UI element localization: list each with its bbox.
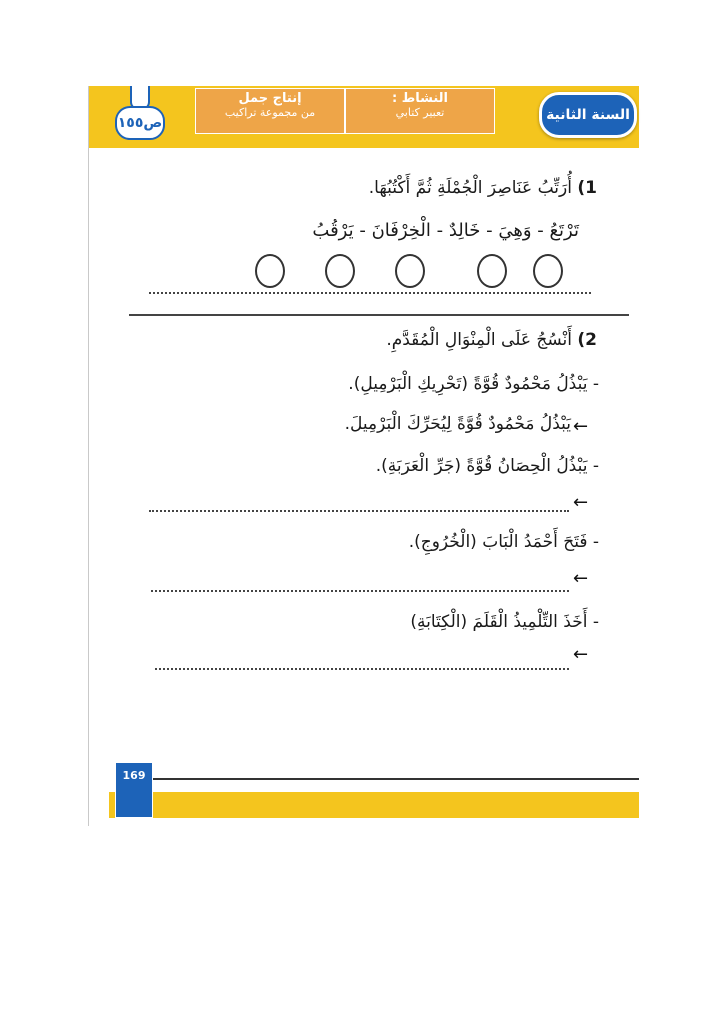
topic-line2: من مجموعة تراكيب	[224, 106, 316, 119]
item2-prompt: - فَتَحَ أَحْمَدُ الْبَابَ (الْخُرُوجِ).	[408, 532, 599, 552]
arrow-left-icon: ←	[573, 644, 589, 665]
section-divider	[129, 314, 629, 316]
exercise2-heading	[386, 330, 597, 350]
exercise1-number: 1)	[577, 178, 597, 198]
footer-rule	[129, 778, 639, 780]
answer-circle[interactable]	[477, 254, 507, 288]
activity-panel	[345, 88, 495, 134]
answer-line[interactable]	[155, 668, 569, 670]
exercise1-heading	[369, 178, 597, 198]
answer-circle[interactable]	[325, 254, 355, 288]
example-answer: يَبْذُلُ مَحْمُودٌ قُوَّةً لِيُحَرِّكَ الْبَرْمِيلَ.	[344, 414, 571, 434]
answer-line[interactable]	[149, 510, 569, 512]
arrow-left-icon: ←	[573, 416, 589, 437]
answer-line[interactable]	[149, 292, 591, 294]
lesson-badge: ص١٥٥	[115, 106, 165, 140]
exercise1-words: تَرْتَعُ - وَهِيَ - خَالِدٌ - الْخِرْفَانَ - يَرْقُبُ	[312, 220, 579, 241]
exercise2-instruction: أَنْسُجُ عَلَى الْمِنْوَالِ الْمُقَدَّمِ.	[386, 330, 572, 350]
footer-band	[109, 792, 639, 818]
activity-type: تعبير كتابي	[395, 106, 445, 119]
activity-title: النشاط :	[392, 91, 448, 106]
answer-circle[interactable]	[255, 254, 285, 288]
answer-circle[interactable]	[533, 254, 563, 288]
exercise2-number: 2)	[577, 330, 597, 350]
page-number: 169	[115, 762, 153, 818]
exercise1-instruction: أُرَتِّبُ عَنَاصِرَ الْجُمْلَةِ ثُمَّ أَكْتُبُهَا.	[368, 178, 572, 198]
topic-line1: إنتاج جمل	[238, 91, 302, 106]
example-prompt: - يَبْذُلُ مَحْمُودٌ قُوَّةً (تَحْرِيكِ الْبَرْمِيلِ).	[348, 374, 599, 394]
topic-panel	[195, 88, 345, 134]
answer-circle[interactable]	[395, 254, 425, 288]
arrow-left-icon: ←	[573, 568, 589, 589]
arrow-left-icon: ←	[573, 492, 589, 513]
worksheet-page	[88, 86, 639, 826]
header-band	[89, 86, 639, 148]
item1-prompt: - يَبْذُلُ الْحِصَانُ قُوَّةً (جَرِّ الْعَرَبَةِ).	[375, 456, 599, 476]
answer-line[interactable]	[151, 590, 569, 592]
item3-prompt: - أَخَذَ التِّلْمِيذُ الْقَلَمَ (الْكِتَابَةِ)	[410, 612, 599, 632]
level-badge: السنة الثانية	[539, 92, 637, 138]
